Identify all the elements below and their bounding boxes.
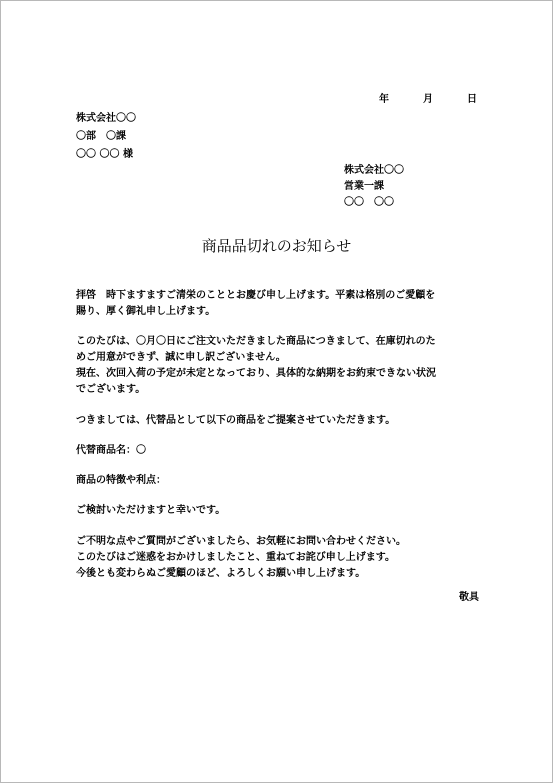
features-line: 商品の特徴や利点： (76, 475, 166, 486)
date-month: 月 (423, 94, 433, 105)
date-year: 年 (379, 94, 389, 105)
sender-name: 〇〇 〇〇 (344, 197, 394, 208)
sign-off: 敬具 (459, 592, 479, 603)
date-day: 日 (467, 94, 477, 105)
notice-line-1: このたびは、〇月〇日にご注文いただきました商品につきまして、在庫切れのた (76, 336, 436, 347)
greeting-line-1: 拝啓 時下ますますご清栄のこととお慶び申し上げます。平素は格別のご愛顧を (76, 290, 436, 301)
proposal-line: つきましては、代替品として以下の商品をご提案させていただきます。 (76, 415, 396, 426)
notice-line-2: めご用意ができず、誠に申し訳ございません。 (76, 352, 286, 363)
notice-line-3: 現在、次回入荷の予定が未定となっており、具体的な納期をお約束できない状況 (76, 368, 436, 379)
consider-line: ご検討いただけますと幸いです。 (76, 505, 226, 516)
date-line (379, 92, 477, 108)
closing-line-3: 今後とも変わらぬご愛顧のほど、よろしくお願い申し上げます。 (76, 568, 366, 579)
recipient-department: 〇部 〇課 (76, 131, 126, 142)
recipient-name: 〇〇 〇〇 様 (76, 149, 133, 160)
sender-department: 営業一課 (344, 181, 384, 192)
letter-title: 商品品切れのお知らせ (201, 237, 352, 255)
recipient-company: 株式会社〇〇 (76, 113, 136, 124)
alt-product-line: 代替商品名：〇 (76, 445, 146, 456)
closing-line-2: このたびはご迷惑をおかけしましたこと、重ねてお詫び申し上げます。 (76, 552, 395, 563)
notice-line-4: でございます。 (76, 384, 146, 395)
greeting-line-2: 賜り、厚く御礼申し上げます。 (76, 306, 216, 317)
closing-line-1: ご不明な点やご質問がございましたら、お気軽にお問い合わせください。 (76, 536, 406, 547)
sender-company: 株式会社〇〇 (344, 165, 404, 176)
